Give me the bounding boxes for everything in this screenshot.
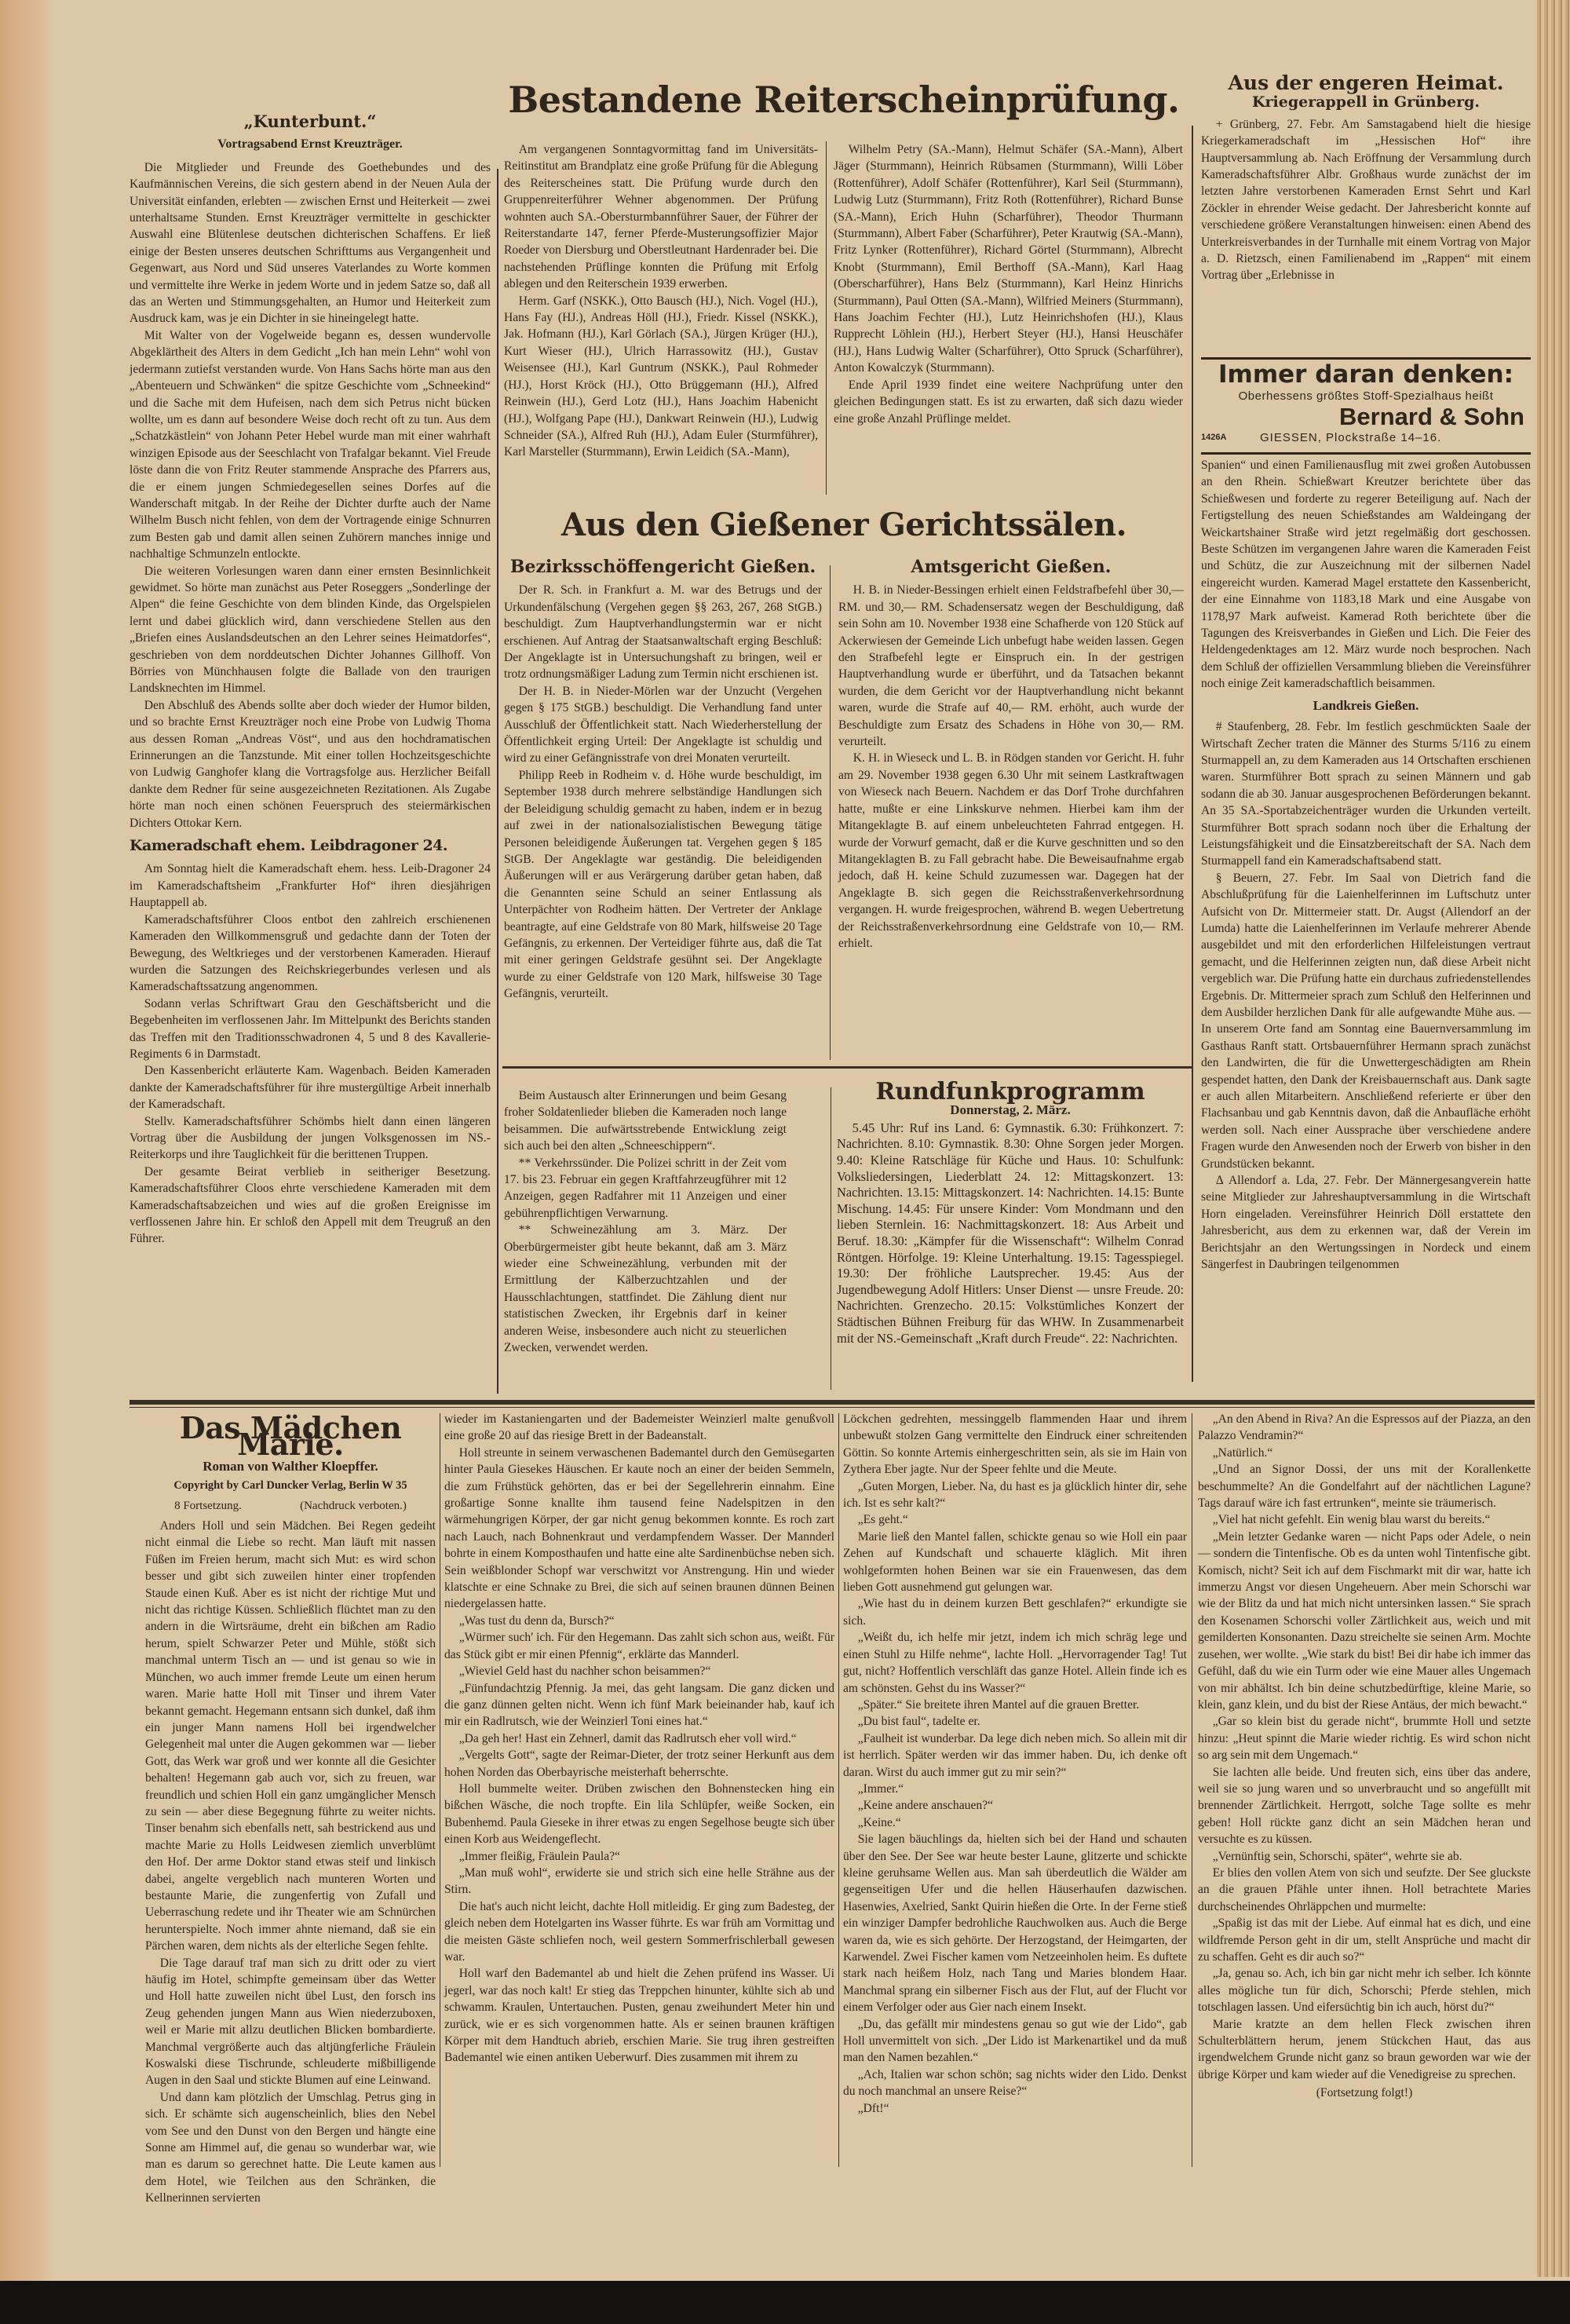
paragraph: „Ja, genau so. Ach, ich bin gar nicht mehr ich selber. Ich könnte alles mögliche tun für dich, Schorschi; Pferde stehlen, mich totschlagen lassen. Und eifersüchtig bin ich auch, hörst du?“ (1198, 1967, 1531, 2015)
article-title-heimat: Aus der engeren Heimat. (1228, 71, 1504, 94)
article-body-kameradschaft (130, 861, 491, 1247)
paragraph: „Faulheit ist wunderbar. Da lege dich neben mich. So allein mit dir ist herrlich. Später werden wir das immer haben. Du, ich denke oft daran. Wirst du auch immer gut zu mir sein?“ (843, 1731, 1187, 1779)
paragraph: Sie lachten alle beide. Und freuten sich, eins über das andere, weil sie so jung waren und so unverbraucht und so angefüllt mit brennender Zärtlichkeit. Herrgott, solche Tage sollte es mehr geben! Holl rückte ganz dicht an sein Mädchen heran und versuchte es zu küssen. (1198, 1765, 1531, 1847)
column-heimat-bottom (1201, 457, 1531, 1383)
paragraph: „Wieviel Geld hast du nachher schon beisammen?“ (458, 1664, 711, 1679)
paragraph: „Und an Signor Dossi, der uns mit der Korallenkette beschummelte? An die Gondelfahrt auf der nächtlichen Lagune? Tags darauf wäre ich fast ertrunken“, meinte sie träumerisch. (1198, 1463, 1531, 1511)
gruenberg-body-continued (1201, 457, 1531, 692)
ad-tagline: Oberhessens größtes Stoff-Spezialhaus heißt (1238, 389, 1494, 403)
radio-program-box (837, 1078, 1184, 1394)
column-rule (1192, 126, 1193, 1382)
paragraph: Den Abschluß des Abends sollte aber doch wieder der Humor bilden, und so brachte Ernst Kreuzträger noch eine Probe von Ludwig Thoma aus dessen Roman „Andreas Vöst“, und aus den hochdramatischen Erinnerungen an die Tanzstunde. Mit einer tollen Hochzeitsgeschichte von Ludwig Ganghofer klang die Vortragsfolge aus. Herzlicher Beifall dankte dem Redner für seine ausgezeichneten Rezitationen. Als Zugabe hörte man noch einen schönen Feuerspruch des steiermärkischen Dichters Ottokar Kern. (130, 698, 491, 830)
section-title-amtsgericht: Amtsgericht Gießen. (911, 557, 1112, 577)
serial-body-1 (145, 1518, 436, 2207)
paragraph: Der gesamte Beirat verblieb in seitheriger Besetzung. Kameradschaftsführer Cloos ehrte verschiedene Kameraden mit dem Kameradschaftsabzeichen und wies auf die großen Ereignisse im verflossenen Jahre hin. Er schloß den Appell mit dem Treugruß an den Führer. (130, 1164, 491, 1246)
local-notes-column (504, 1087, 787, 1390)
amtsgericht-body (838, 582, 1184, 952)
reiterschein-column-a (504, 141, 818, 495)
paragraph: Herm. Garf (NSKK.), Otto Bausch (HJ.), Nich. Vogel (HJ.), Hans Fay (HJ.), Andreas Höll (HJ.), Friedr. Kissel (NSKK.), Jak. Hofmann (HJ.), Karl Görlach (SA.), Jürgen Krüger (HJ.), Kurt Wieser (HJ.), Ulrich Harrassowitz (HJ.), Gustav Weisensee (HJ.), Karl Guntrum (NSKK.), Paul Rohmeder (HJ.), Horst Kröck (HJ.), Otto Brüggemann (HJ.), Alfred Reinwein (HJ.), Gerd Lotz (HJ.), Hans Joachim Habenicht (HJ.), Wolfgang Pape (HJ.), Dankwart Reinwein (HJ.), Ludwig Schneider (SA.), Alfred Ruh (HJ.), Adam Euler (Sturmführer), Karl Marsteller (Sturmmann), Erwin Leidich (SA.-Mann), (504, 294, 818, 459)
paragraph: Am Sonntag hielt die Kameradschaft ehem. hess. Leib-Dragoner 24 im Kameradschaftsheim „Frankfurter Hof“ ihren diesjährigen Hauptappell ab. (130, 862, 491, 910)
paragraph: „Ach, Italien war schon schön; sag nichts wider den Lido. Denkst du noch manchmal an unsere Reise?“ (843, 2067, 1187, 2099)
section-title-bezirksgericht: Bezirksschöffengericht Gießen. (509, 557, 816, 577)
serial-copyright: Copyright by Carl Duncker Verlag, Berlin W 35 (173, 1479, 407, 1493)
article-title-gericht: Aus den Gießener Gerichtssälen. (560, 506, 1127, 543)
paragraph: Er blies den vollen Atem von sich und seufzte. Der See gluckste an die grauen Pfähle unter ihnen. Holl betrachtete Maries durchscheinendes Ohrläppchen und murmelte: (1198, 1865, 1531, 1913)
column-kunterbunt (130, 110, 491, 1398)
serial-byline: Roman von Walther Kloepffer. (203, 1458, 378, 1474)
paragraph: „Was tust du denn da, Bursch?“ (458, 1613, 615, 1628)
local-notes-body (504, 1087, 787, 1357)
serial-column-4 (1198, 1411, 1531, 2188)
ad-code: 1426A (1201, 433, 1227, 442)
paragraph: Spanien“ und einen Familienausflug mit zwei großen Autobussen an den Rhein. Schießwart Kreutzer berichtete über das Schießwesen und forderte zu regerer Beteiligung auf. Nach der Fertigstellung des neuen Schießstandes am Waldeingang der Weickartshainer Straße wird jetzt regelmäßig dort geschossen. Beste Schützen im vergangenen Jahre waren die Kameraden Feist und Schütz, die zur Auszeichnung mit der silbernen Nadel eingereicht wurden. Kamerad Magel erstattete den Kassenbericht, der eine Einnahme von 1183,18 Mark und eine Ausgabe von 1178,97 Mark aufweist. Kamerad Roth berichtete über die Tagungen des Kreisverbandes in Gießen und Lich. Die Feier des Heldengedenktages am 12. März wurde noch besprochen. Nach dem Schluß der offiziellen Versammlung blieben die Vereinsführer noch einige Zeit kameradschaftlich beisammen. (1201, 459, 1531, 691)
paragraph: Die Tage darauf traf man sich zu dritt oder zu viert häufig im Hotel, schimpfte gemeinsam über das Wetter und Holl hatte zuweilen nicht übel Lust, den forsch ins Zeug gehenden jungen Mann aus Wien niederzuboxen, weil er Marie mit allzu deutlichen Blicken bombardierte. Manchmal vergrößerte auch das altjüngferliche Fräulein Koswalski diese Tischrunde, schleuderte mißbilligende Augen in den Saal und stickte Blumen auf eine Leinwand. (145, 1956, 436, 2088)
paragraph: Die weiteren Vorlesungen waren dann einer ernsten Besinnlichkeit gewidmet. So hörte man zunächst aus Peter Roseggers „Sonderlinge der Alpen“ die feine Geschichte von dem blinden Kinde, das Orgelspielen lernt und dabei glücklich wird, dann verschiedene Stellen aus den „Briefen eines Auslandsdeutschen an den Lehrer seines Heimatdorfes“, geschrieben von dem norddeutschen Dichter Johannes Gillhoff. Von Börries von Münchhausen folgte die Ballade von den traurigen Landsknechten im Himmel. (130, 564, 491, 696)
paragraph: Sie lagen bäuchlings da, hielten sich bei der Hand und schauten über den See. Der See war heute bester Laune, glitzerte und schickte kleine geruhsame Wellen aus. Man sah überdeutlich die Wälder am gegenseitigen Ufer und die hellen Häuserhaufen dazwischen. Hasenwies, Axelried, Sankt Quirin hießen die Orte. In der Ferne stieß ein winziger Dampfer bedrohliche Rauchwolken aus. Auch die Berge waren da, wie es sich gehörte. Der Herzogstand, der Heimgarten, der Karwendel. Zwei Fischer kamen vom Netzeeinholen heim. Es duftete stark nach heißem Holz, nach Tang und Maries blondem Haar. Manchmal sprang ein silberner Fisch aus der Flut, auf der Flucht vor einem Verfolger oder aus Gier nach einem Insekt. (843, 1833, 1187, 2015)
paragraph: Marie kratzte an dem hellen Fleck zwischen ihren Schulterblättern herum, jenem Stückchen Haut, das aus irgendwelchem Grunde nicht ganz so braun geworden war wie der übrige Körper und kam wieder auf die Venedigreise zu sprechen. (1198, 2017, 1531, 2081)
advertisement-bernard-sohn (1201, 357, 1531, 455)
article-subtitle-kunterbunt: Vortragsabend Ernst Kreuzträger. (217, 137, 403, 152)
paragraph: ** Verkehrssünder. Die Polizei schritt in der Zeit vom 17. bis 23. Februar ein gegen Kraftfahrzeugführer mit 12 Anzeigen, gegen Radfahrer mit 11 Anzeigen und einer gebührenpflichtigen Verwarnung. (504, 1156, 787, 1220)
paragraph: Holl bummelte weiter. Drüben zwischen den Bohnenstecken hing ein bißchen Wäsche, die noch tropfte. Ein lila Schlüpfer, weiße Socken, ein Bubenhemd. Paula Gieseke in ihrer etwas zu engen Segelhose beugte sich über einen Korb aus Weidengeflecht. (444, 1781, 834, 1847)
article-title-kunterbunt: „Kunterbunt.“ (243, 111, 377, 131)
paragraph: „Du, das gefällt mir mindestens genau so gut wie der Lido“, gab Holl unvermittelt von sich. „Der Lido ist Markenartikel und da muß man den Namen bezahlen.“ (843, 2017, 1187, 2065)
paragraph: § Beuern, 27. Febr. Im Saal von Dietrich fand die Abschlußprüfung für die Laienhelferinnen im Luftschutz unter Aufsicht von Dr. Mittermeier statt. Dr. Augst (Allendorf an der Lumda) hatte die Laienhelferinnen im Verlaufe mehrerer Abende ausgebildet und mit den erforderlichen Hilfeleistungen vertraut gemacht, und die Helferinnen zeigten nun, daß diese Arbeit nicht vergeblich war. Die Prüfung hatte ein durchaus zufriedenstellendes Ergebnis. Dr. Mittermeier sprach zum Schluß den Helferinnen und dem Ausbilder herzlichen Dank für alle aufgewandte Mühe aus. — In unserem Orte fand am Sonntag eine Bauernversammlung im Gasthaus Ranft statt. Ortsbauernführer Hermann sprach zunächst den Landwirten, die für die Unwettergeschädigten am Rhein gespendet hatten, den Dank der Kreisbauernschaft aus. Dank sagte er auch allen Mitarbeitern. Anschließend referierte er über den Flachsanbau und gab Kenntnis davon, daß die Anbaufläche erhöht werden soll. Nach einer Aussprache über verschiedene andere Fragen wurde den Anwesenden noch der Erwerb von bisher in den Grundstücken bekannt. (1201, 871, 1531, 1171)
paragraph: Der R. Sch. in Frankfurt a. M. war des Betrugs und der Urkundenfälschung (Vergehen gegen §§ 263, 267, 268 StGB.) beschuldigt. Zum Hauptverhandlungstermin war er nicht erschienen. Auf Antrag der Staatsanwaltschaft erging Beschluß: Der Angeklagte ist in Untersuchungshaft zu bringen, weil er trotz ordnungsmäßiger Ladung zum Termin nicht erschienen ist. (504, 583, 822, 681)
serial-reprint-notice: (Nachdruck verboten.) (300, 1499, 407, 1512)
paragraph: „Da geh her! Hast ein Zehnerl, damit das Radlrutsch eher voll wird.“ (458, 1731, 797, 1745)
paragraph: „Du bist faul“, tadelte er. (857, 1715, 980, 1729)
reiterschein-body-a (504, 141, 818, 461)
paragraph: Ende April 1939 findet eine weitere Nachprüfung unter den gleichen Bedingungen statt. Es ist zu erwarten, daß sich dazu wieder eine große Anzahl Prüflinge meldet. (834, 378, 1183, 426)
paragraph: Δ Allendorf a. Lda, 27. Febr. Der Männergesangverein hatte seine Mitglieder zur Jahreshauptversammlung in die Wirtschaft Horn eingeladen. Vereinsführer Heinrich Döll erstattete den Jahresbericht, aus dem zu erkennen war, daß der Verein im Berichtsjahr an den Wertungssingen in Nordeck und einem Sängerfest in Daubringen teilgenommen (1201, 1174, 1531, 1272)
paragraph: Kameradschaftsführer Cloos entbot den zahlreich erschienenen Kameraden den Willkommensgruß und gedachte dann der Toten der Bewegung, des Weltkrieges und der verstorbenen Kameraden. Hierauf wurden die Satzungen des Reichskriegerbundes verlesen und als Kameradschaftssatzung angenommen. (130, 912, 491, 994)
paragraph: „Weißt du, ich helfe mir jetzt, indem ich mich schräg lege und einen Stuhl zu Hilfe nehme“, lachte Holl. „Hervorragender Tag! Tut gut, nicht? Hoffentlich verschläft das ganze Hotel. Allein finde ich es am schönsten. Gehst du ins Wasser?“ (843, 1631, 1187, 1695)
page-stack-edge (1537, 0, 1570, 2277)
serial-installment: 8 Fortsetzung. (174, 1499, 242, 1512)
column-rule (838, 1413, 839, 2167)
article-subtitle-gruenberg: Kriegerappell in Grünberg. (1251, 93, 1481, 111)
radio-program-date: Donnerstag, 2. März. (950, 1102, 1071, 1118)
bezirksgericht-column (504, 559, 822, 1062)
serial-body-3 (843, 1411, 1187, 2117)
serial-continued-note: (Fortsetzung folgt!) (1316, 2086, 1413, 2100)
section-title-landkreis: Landkreis Gießen. (1313, 697, 1419, 713)
serial-column-3 (843, 1411, 1187, 2169)
serial-column-2 (444, 1411, 834, 2169)
amtsgericht-column (838, 559, 1184, 1062)
serial-body-4 (1198, 1411, 1531, 2083)
column-rule (826, 141, 827, 495)
paragraph: „Natürlich.“ (1212, 1445, 1273, 1460)
gruenberg-body (1201, 116, 1531, 284)
radio-program-schedule: 5.45 Uhr: Ruf ins Land. 6: Gymnastik. 6.30: Frühkonzert. 7: Nachrichten. 8.10: Gymnastik. 8.30: Ohne Sorgen jeder Morgen. 9.40: Kleine Ratschläge für Küche und Haus. 10: Schulfunk: Volksliedersingen, Liederblatt 24. 12: Mittagskonzert. 13: Nachrichten. 13.15: Mittagskonzert. 14: Nachrichten. 14.15: Bunte Mischung. 14.45: Für unsere Kinder: Vom Mondmann und den lieben Sternlein. 16: Nachmittagskonzert. 18: Aus Arbeit und Beruf. 18.30: „Kämpfer für die Wissenschaft“: Wilhelm Conrad Röntgen. Hörfolge. 19: Kleine Unterhaltung. 19.15: Tagesspiegel. 19.30: Der fröhliche Lautsprecher. 19.45: Aus der Jugendbewegung Adolf Hitlers: Unser Dienst — unsre Freude. 20: Nachrichten. Grenzecho. 20.15: Volkstümliches Konzert der Städtischen Bühnen Freiburg für das WHW. In Zusammenarbeit mit der NS.-Gemeinschaft „Kraft durch Freude“. 22: Nachrichten. (837, 1120, 1184, 1346)
paragraph: K. H. in Wieseck und L. B. in Rödgen standen vor Gericht. H. fuhr am 29. November 1938 gegen 6.30 Uhr mit seinem Lastkraftwagen von Wieseck nach Beuern. Nachdem er das Dorf Trohe durchfahren hatte, mußte er eine Linkskurve nehmen. Hierbei kam ihm der Mitangeklagte B. auf einem unbeleuchteten Fahrrad entgegen. H. wurde der Vorwurf gemacht, daß er die Kurve geschnitten und so den Mitangeklagten B. zu Fall gebracht habe. Die Beweisaufnahme ergab jedoch, daß H. keine Schuld zuzumessen war. Dagegen hat der Angeklagte B. sich gegen die Reichsstraßenverkehrsordnung vergangen. H. wurde freigesprochen, während B. wegen Uebertretung der Reichsstraßenverkehrsordnung eine Geldstrafe von 10,— RM. erhielt. (838, 751, 1184, 950)
paragraph: ** Schweinezählung am 3. März. Der Oberbürgermeister gibt heute bekannt, daß am 3. März wieder eine Schweinezählung, verbunden mit der Ermittlung der Kälberzuchtzahlen und der Hausschlachtungen, stattfindet. Die Zählung dient nur statistischen Zwecken, ihr Ergebnis darf in keiner anderen Weise, insbesondere auch nicht zu steuerlichen Zwecken, verwendet werden. (504, 1223, 787, 1355)
paragraph: „Fünfundachtzig Pfennig. Ja mei, das geht langsam. Die ganz dicken und die ganz dünnen gelten nicht. Wenn ich fünf Mark beieinander hab, kauf ich mir ein Radlrutsch, wie der Weinzierl Toni eines hat.“ (444, 1681, 834, 1729)
paragraph: Sodann verlas Schriftwart Grau den Geschäftsbericht und die Begebenheiten im verflossenen Jahr. Im Mittelpunkt des Berichts standen das Treffen mit den Traditionsschwadronen 4, 5 und 8 des Kavallerie-Regiments 6 in Darmstadt. (130, 996, 491, 1061)
paragraph: „Vergelts Gott“, sagte der Reimar-Dieter, der trotz seiner Herkunft aus dem hohen Norden das Oberbayrische meisterhaft beherrschte. (444, 1748, 834, 1779)
paragraph: „Später.“ Sie breitete ihren Mantel auf die grauen Bretter. (857, 1697, 1140, 1712)
column-rule (830, 565, 831, 1060)
paragraph: „Immer fleißig, Fräulein Paula?“ (458, 1849, 620, 1863)
paragraph: „Man muß wohl“, erwiderte sie und strich sich eine helle Strähne aus der Stirn. (444, 1865, 834, 1897)
serial-body-2 (444, 1411, 834, 2066)
paragraph: Löckchen gedrehten, messinggelb flammenden Haar und ihrem unbewußt stolzen Gang vermittelte den Eindruck einer schreitenden Göttin. So konnte Artemis einhergeschritten sein, als sie im Hain von Zythera Eber jagte. Nur der Speer fehlte und die Meute. (843, 1412, 1187, 1477)
article-body-kunterbunt (130, 159, 491, 831)
serial-title: Das Mädchen Marie. (179, 1410, 402, 1463)
paragraph: Und dann kam plötzlich der Umschlag. Petrus ging in sich. Er schämte sich augenscheinlich, blies den Nebel vom See und den Dunst von den Bergen und hängte eine Sonne am Himmel auf, die genau so wunderbar war, wie man es darum so gerechnet hatte. Die Leute kamen aus dem Hotel, wie Teilchen aus den Schränken, die Kellnerinnen servierten (145, 2090, 436, 2205)
paragraph: Die Mitglieder und Freunde des Goethebundes und des Kaufmännischen Vereins, die sich gestern abend in der Neuen Aula der Universität einfanden, erlebten — zwischen Ernst und Heiterkeit — zwei unterhaltsame Stunden. Ernst Kreuzträger vermittelte in geschickter Auswahl eine Blütenlese deutschen dichterischen Schaffens. Er ließ einige der Besten unseres deutschen Schrifttums aus Vergangenheit und Gegenwart, aus Nord und Süd unseres Vaterlandes zu Worte kommen und vermittelte ihre Werke in jedem Worte und in jedem Satze so, daß all das an Werten und Stimmungsgehalten, an Humor und Heiterkeit zum Ausdruck kam, was je ein Dichter in sie hineingelegt hatte. (130, 160, 491, 326)
paragraph: „Dft!“ (857, 2101, 889, 2115)
ad-address: GIESSEN, Plockstraße 14–16. (1260, 431, 1442, 444)
paragraph: „Spaßig ist das mit der Liebe. Auf einmal hat es dich, und eine wildfremde Person geht in dir um, stellt Ansprüche und macht dir zu schaffen. Geht es dir auch so?“ (1198, 1917, 1531, 1964)
paragraph: Marie ließ den Mantel fallen, schickte genau so wie Holl ein paar Zehen auf Kundschaft und schauerte kläglich. Mit ihren wohlgeformten hohen Beinen war sie ein Frauenwesen, das dem lieben Gott ausnehmend gut gelungen war. (843, 1529, 1187, 1595)
paragraph: „An den Abend in Riva? An die Espressos auf der Piazza, an den Palazzo Vendramin?“ (1198, 1412, 1531, 1443)
article-title-reiterschein: Bestandene Reiterscheinprüfung. (508, 79, 1180, 121)
paragraph: „Viel hat nicht gefehlt. Ein wenig blau warst du bereits.“ (1212, 1513, 1491, 1527)
column-heimat-top (1201, 71, 1531, 353)
paragraph: Stellv. Kameradschaftsführer Schömbs hielt dann einen längeren Vortrag über die Ausbildung der jungen Volksgenossen im NS.-Reiterkorps und ihre Tauglichkeit für die berittenen Truppen. (130, 1114, 491, 1162)
paragraph: „Wie hast du in deinem kurzen Bett geschlafen?“ erkundigte sie sich. (843, 1597, 1187, 1628)
paragraph: „Guten Morgen, Lieber. Na, du hast es ja glücklich hinter dir, sehe ich. Ist es sehr kalt?“ (843, 1479, 1187, 1511)
paragraph: „Keine.“ (857, 1815, 901, 1829)
ad-company-name: Bernard & Sohn (1339, 403, 1524, 430)
paragraph: Holl streunte in seinem verwaschenen Bademantel durch den Gemüsegarten hinter Paula Giesekes Häuschen. Er kaute noch an einer der beiden Semmeln, die zum Frühstück gehörten, das er bei der Segellehrerin einnahm. Eine großartige Sonne knallte ihm tausend feine Nadelspitzen in den wärmehungrigen Körper, der gar nicht genug bekommen konnte. Es roch zart nach Lauch, nach Bohnenkraut und verdampfendem Wasser. Der Mannderl bohrte in einem Komposthaufen und hatte eine alte Sardinenbüchse neben sich. Sein weißblonder Schopf war verschwitzt vor Anstrengung. Hin und wieder klatschte er eine Schnake zu Brei, die sich auf seinen braunen dünnen Beinen niedergelassen hatte. (444, 1445, 834, 1611)
article-title-kameradschaft: Kameradschaft ehem. Leibdragoner 24. (130, 837, 448, 855)
paragraph: „Mein letzter Gedanke waren — nicht Paps oder Adele, o nein — sondern die Tintenfische. Ob es da unten wohl Tintenfische gibt. Komisch, nicht? Seit ich auf dem Fischmarkt mit dir war, hatte ich immerzu Angst vor diesen Ungeheuern. Aber mein Schorschi war wie der Blitz da und hat mich nicht untersinken lassen.“ Sie sprach den Kosenamen Schorschi voller Zärtlichkeit aus, weich und mit gemilderten Konsonanten. Dazu streichelte sie seinen Arm. Mochte zusehen, wer wollte. „Wie stark du bist! Bei dir habe ich immer das Gefühl, daß du wie ein Turm oder wie eine Mauer alles Ungemach von mir abhältst. Ich bin deine schutzbedürftige, kleine Marie, so klein, ganz klein, und du bist der Riese Antäus, der mich bewacht.“ (1198, 1529, 1531, 1712)
scan-background (0, 2281, 1570, 2324)
paragraph: „Vernünftig sein, Schorschi, später“, wehrte sie ab. (1212, 1849, 1462, 1863)
ad-headline: Immer daran denken: (1218, 360, 1513, 389)
paragraph: „Es geht.“ (857, 1513, 908, 1527)
paragraph: „Keine andere anschauen?“ (857, 1799, 994, 1813)
paragraph: wieder im Kastaniengarten und der Bademeister Weinzierl malte genußvoll eine große 20 auf das riesige Brett in der Badeanstalt. (444, 1412, 834, 1443)
landkreis-body (1201, 718, 1531, 1273)
paragraph: Anders Holl und sein Mädchen. Bei Regen gedeiht nicht einmal die Liebe so recht. Man läuft mit nassen Füßen im Freien herum, macht sich Mut: es wird schon besser und gibt sich zuweilen hinter einer tropfenden Staude einen Kuß. Aber es ist nicht der richtige Mut und nicht das richtige Küssen. Schließlich flüchtet man zu den andern in die Wirtsräume, dreht ein bißchen am Radio herum, spielt Schwarzer Peter und Mühle, stößt sich manchmal unterm Tisch an — und ist genau so wie in München, wo auch immer fremde Leute um einen herum waren. Marie hatte Holl mit Tinser und ihrem Vater bekannt gemacht. Hegemann entsann sich dunkel, daß ihm ein junger Mann namens Holl bei irgendwelcher Gelegenheit mal unter die Augen gekommen war — lieber Gott, das Werk war groß und wer konnte all die Gesichter behalten! Hegemann gab auch vor, sich zu freuen, war freundlich und schien Holl ein ganz umgänglicher Mensch zu sein — aber diese Begegnung führte zu weiter nichts. Tinser benahm sich ebenfalls nett, sah bestrickend aus und machte Marie zu Holls Leidwesen ziemlich unverblümt den Hof. Der arme Doktor stand etwas steif und linkisch dabei, angelte vergeblich nach munteren Worten und bestaunte Marie, die zungenfertig von Zufall und Ueberraschung redete und ihr Theater wie am Schnürchen herunterspielte. Noch immer ahnte niemand, daß sie ein Pärchen waren, dem nichts als der elterliche Segen fehlte. (145, 1519, 436, 1953)
paragraph: Die hat's auch nicht leicht, dachte Holl mitleidig. Er ging zum Badesteg, der gleich neben dem Hotelgarten ins Wasser führte. Es war früh am Vormittag und die meisten Gäste schliefen noch, weil gestern Sommerfrischlerball gewesen war. (444, 1899, 834, 1964)
paragraph: Der H. B. in Nieder-Mörlen war der Unzucht (Vergehen gegen § 175 StGB.) beschuldigt. Die Verhandlung fand unter Ausschluß der Öffentlichkeit statt. Nach Wiederherstellung der Öffentlichkeit erging Urteil: Der Angeklagte ist schuldig und wird zu einer Gefängnisstrafe von drei Monaten verurteilt. (504, 684, 822, 766)
serial-column-1 (145, 1410, 436, 2205)
paragraph: Holl warf den Bademantel ab und hielt die Zehen prüfend ins Wasser. Ui jegerl, war das noch kalt! Er stieg das Treppchen hinunter, kühlte sich ab und schwamm. Kraulen, Untertauchen. Pusten, genau zweihundert Meter hin und zurück, wie er es sich vorgenommen hatte. Als er seinen braunen kräftigen Körper mit dem Handtuch abrieb, erschien Marie. Sie trug ihren gestreiften Bademantel wie einen antiken Ueberwurf. Dies zusammen mit ihrem zu (444, 1967, 834, 2065)
paragraph: „Immer.“ (857, 1781, 904, 1796)
section-rule (502, 1066, 1192, 1069)
paragraph: Wilhelm Petry (SA.-Mann), Helmut Schäfer (SA.-Mann), Albert Jäger (Sturmmann), Heinrich Rübsamen (Sturmmann), Willi Löber (Rottenführer), Adolf Schäfer (Rottenführer), Karl Seil (Sturmmann), Ludwig Lutz (Sturmmann), Fritz Roth (Rottenführer), Richard Bunse (SA.-Mann), Erich Huhn (Scharführer), Theodor Thurmann (Sturmmann), Albert Faber (Scharführer), Peter Krautwig (SA.-Mann), Fritz Lynker (Rottenführer), Richard Görtel (Sturmmann), Albrecht Knobt (Sturmmann), Emil Berthoff (SA.-Mann), Karl Haag (Oberscharführer), Hans Belz (Sturmmann), Karl Heinz Hinrichs (Sturmmann), Paul Otten (SA.-Mann), Wilfried Meiners (Sturmmann), Hans Joachim Fechter (HJ.), Lutz Heinrichshofen (HJ.), Klaus Rupprecht Löhlein (HJ.), Herbert Steyer (HJ.), Hansi Heuschäfer (HJ.), Hans Ludwig Walter (Scharführer), Otto Spruck (Scharführer), Anton Kowalczyk (Sturmmann). (834, 143, 1183, 375)
radio-program-title: Rundfunkprogramm (875, 1078, 1145, 1105)
paragraph: H. B. in Nieder-Bessingen erhielt einen Feldstrafbefehl über 30,— RM. und 30,— RM. Schadensersatz wegen der Beschuldigung, daß sein Sohn am 10. November 1938 eine Schafherde von 120 Stück auf Ackerwiesen der Gemeinde Lich unbefugt habe weiden lassen. Gegen den Strafbefehl legte er Einspruch ein. In der gestrigen Hauptverhandlung wurde er überführt, und da Tatsachen bekannt wurden, die dem Gericht vor der Hauptverhandlung nicht bekannt waren, wurde die Strafe auf 40,— RM. erhöht, auch wurde der Beschuldigte zum Ersatz des Schadens in Höhe von 30,— RM. verurteilt. (838, 583, 1184, 749)
paragraph: Mit Walter von der Vogelweide begann es, dessen wundervolle Abgeklärtheit des Alters in dem Gedicht „Ich han mein Lehn“ wohl von jedermann zutiefst verstanden wurde. Von Hans Sachs hörte man aus den „Abenteuern und Schwänken“ die spitze Geschichte vom „Schneekind“ und die Sache mit dem Hufeisen, nach dem sich Petrus nicht bücken wollte, um es dann auf besondere Weise doch recht oft zu tun. Aus dem „Schatzkästlein“ von Johann Peter Hebel wurde man mit einer wahrhaft winzigen Episode aus der Seeschlacht von Trafalgar bekannt. Viel Freude löste dann die von Fritz Reuter stammende Ansprache des Pfarrers aus, die er einem jungen Schmiedegesellen seines Dorfes auf die Wanderschaft mitgab. In der Reihe der Dichter durfte auch der Name Wilhelm Busch nicht fehlen, von dem der Vortragende einige Schnurren zum Besten gab und damit allen seinen Zuhörern manches innige und nachhaltige Schmunzeln entlockte. (130, 328, 491, 561)
paragraph: „Würmer such' ich. Für den Hegemann. Das zahlt sich schon aus, weißt. Für das Stück gibt er mir einen Pfennig“, erklärte das Mannderl. (444, 1631, 834, 1661)
paragraph: „Gar so klein bist du gerade nicht“, brummte Holl und setzte hinzu: „Heut spinnt die Marie wieder richtig. Es wird schon nicht so arg sein mit dem Ungemach.“ (1198, 1715, 1531, 1763)
paragraph: Den Kassenbericht erläuterte Kam. Wagenbach. Beiden Kameraden dankte der Kameradschaftsführer für ihre mustergültige Arbeit innerhalb der Kameradschaft. (130, 1064, 491, 1112)
column-rule (497, 169, 498, 1394)
paragraph: # Staufenberg, 28. Febr. Im festlich geschmückten Saale der Wirtschaft Zecher traten die Männer des Sturms 5/116 zu einem Sturmappell an, zu dem Kameraden aus 14 Ortschaften erschienen waren. Sturmführer Bott sprach zu seinen Männern und gab sodann die ab 30. Januar ausgesprochenen Beförderungen bekannt. An 35 SA.-Sportabzeichenträger wurden die Urkunden verteilt. Sturmführer Bott sprach sodann noch über die Erhaltung der Leistungsfähigkeit und die Einsatzbereitschaft der SA. Nach dem Sturmappell fand ein Kameradschaftsabend statt. (1201, 720, 1531, 868)
bezirksgericht-body (504, 582, 822, 1002)
paragraph: Am vergangenen Sonntagvormittag fand im Universitäts-Reitinstitut am Brandplatz eine große Prüfung für die Ablegung des Reiterscheines statt. Die Prüfung wurde durch den Gruppenreiterführer Wehner abgenommen. Der Prüfung wohnten auch SA.-Obersturmbannführer Sauer, der Führer der Reiterstandarte 147, ferner Pferde-Musterungsoffizier Major Roeder von Diersburg und Oberstleutnant Hardenrader bei. Die nachstehenden Prüflinge konnten die Prüfung mit Erfolg ablegen und den Reiterschein 1939 erwerben. (504, 143, 818, 291)
page-divider-thin (130, 1407, 1535, 1408)
paragraph: + Grünberg, 27. Febr. Am Samstagabend hielt die hiesige Kriegerkameradschaft im „Hessischen Hof“ ihre Hauptversammlung ab. Nach Eröffnung der Versammlung durch Kameradschaftsführer Albr. Großhaus wurde zunächst der im letzten Jahre verstorbenen Kameraden Ernst Sehrt und Karl Zöckler in ehrender Weise gedacht. Der Jahresbericht konnte auf verschiedene größere Veranstaltungen hinweisen: einen Abend des Unterkreisverbandes in der Turnhalle mit einem Vortrag von Major a. D. Rietzsch, einen Familienabend im „Rappen“ mit einem Vortrag über „Erlebnisse in (1201, 117, 1531, 283)
reiterschein-body-b (834, 141, 1183, 427)
page-divider (130, 1400, 1535, 1405)
paragraph: Beim Austausch alter Erinnerungen und beim Gesang froher Soldatenlieder blieben die Kameraden noch lange beisammen. Die aufwärtsstrebende Entwicklung zeigt sich auch bei den alten „Schneeschippern“. (504, 1089, 787, 1153)
paragraph: Philipp Reeb in Rodheim v. d. Höhe wurde beschuldigt, im September 1938 durch mehrere selbständige Handlungen sich der Beleidigung schuldig gemacht zu haben, indem er in bezug auf zwei in der nationalsozialistischen Bewegung tätige Personen beleidigende Äußerungen tat. Vergehen gegen § 185 StGB. Der Angeklagte war geständig. Die beleidigenden Äußerungen will er aus Verärgerung darüber getan haben, daß die Genannten seine Schuld an seiner Entlassung als Unterpächter von Rodheim hätten. Der Vertreter der Anklage beantragte, auf eine Geldstrafe von 80 Mark, hilfsweise 20 Tage Gefängnis, zu erkennen. Der Verteidiger führte aus, daß die Tat mit einer geringen Geldstrafe gesühnt sei. Der Angeklagte wurde zu einer Geldstrafe von 120 Mark, hilfsweise 30 Tage Gefängnis, verurteilt. (504, 768, 822, 1001)
page-left-edge (0, 0, 55, 2324)
reiterschein-column-b (834, 141, 1183, 495)
